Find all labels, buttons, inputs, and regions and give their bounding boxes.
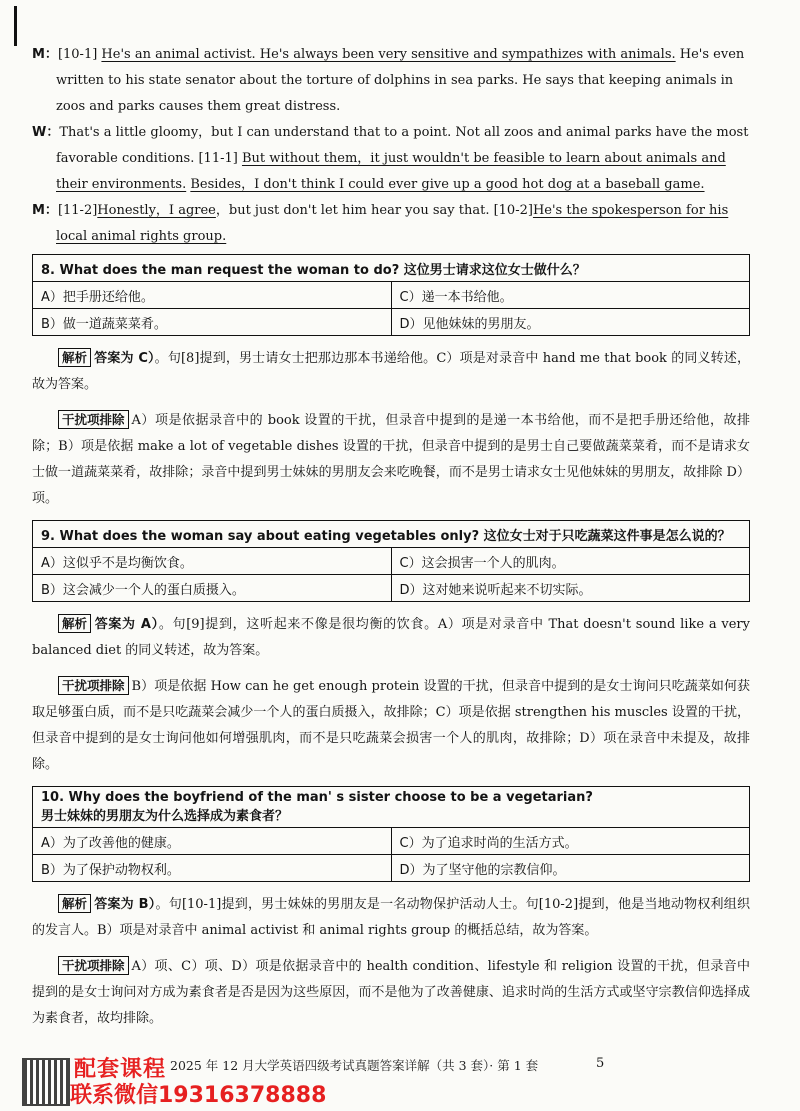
page-number: 5: [596, 1056, 605, 1071]
answer-option: A）这似乎不是均衡饮食。: [33, 548, 392, 575]
underlined-evidence: He's an animal activist. He's always been very sensitive and sympathizes with animals.: [101, 47, 676, 62]
answer-option: B）为了保护动物权利。: [33, 855, 392, 882]
answer-option: B）这会减少一个人的蛋白质摄入。: [33, 575, 392, 602]
watermark-line-2: 联系微信19316378888: [70, 1083, 327, 1108]
answer-label: 答案为 C）: [94, 351, 155, 366]
dialogue-text: [11-2]: [57, 203, 98, 218]
question-stem-translation: 男士妹妹的男朋友为什么选择成为素食者？: [41, 809, 289, 824]
watermark-line-1: 配套课程: [74, 1057, 167, 1082]
analysis-paragraph: [32, 612, 750, 664]
question-stem: [33, 787, 750, 828]
question-stem-line: 10. Why does the boyfriend of the man' s sister choose to be a vegetarian?: [41, 790, 593, 805]
answer-option: B）做一道蔬菜菜肴。: [33, 309, 392, 336]
question-table: [32, 786, 750, 882]
distractor-paragraph: [32, 674, 750, 778]
question-stem-line: 9. What does the woman say about eating vegetables only? 这位女士对于只吃蔬菜这件事是怎么说的？: [41, 528, 731, 544]
analysis-tag: 解析: [58, 614, 91, 633]
question-table: [32, 254, 750, 336]
speaker-label: M：: [32, 47, 58, 62]
page-content: [32, 42, 750, 1040]
answer-option: C）这会损害一个人的肌肉。: [391, 548, 750, 575]
qr-code-icon: [22, 1058, 70, 1106]
distractor-tag: 干扰项排除: [58, 676, 129, 695]
questions-section: [32, 254, 750, 1032]
speaker-label: W：: [32, 125, 60, 140]
distractor-paragraph: [32, 408, 750, 512]
answer-option: D）见他妹妹的男朋友。: [391, 309, 750, 336]
dialogue-line: [32, 42, 750, 120]
dialogue-text: He's even written to his state senator about the torture of dolphins in sea parks. He says that keeping animals in zoos and parks causes them great distress.: [56, 47, 745, 114]
answer-option: A）把手册还给他。: [33, 282, 392, 309]
answer-option: A）为了改善他的健康。: [33, 828, 392, 855]
distractor-paragraph: [32, 954, 750, 1032]
analysis-text: 。句[9]提到，这听起来不像是很均衡的饮食。A）项是对录音中 That doesn't sound like a very balanced diet 的同义转述，故为答案。: [32, 617, 750, 658]
dialogue-text: That's a little gloomy，but I can understand that to a point. Not all zoos and animal parks have the most favorable conditions. [11-1]: [56, 125, 749, 166]
answer-option: C）为了追求时尚的生活方式。: [391, 828, 750, 855]
analysis-tag: 解析: [58, 348, 91, 367]
footer-title: 2025 年 12 月大学英语四级考试真题答案详解（共 3 套）· 第 1 套: [170, 1058, 539, 1073]
distractor-text: B）项是依据 How can he get enough protein 设置的干扰，但录音中提到的是女士询问只吃蔬菜如何获取足够蛋白质，而不是只吃蔬菜会减少一个人的蛋白质摄入，故排除；C）项是依据 strengthen his muscles 设置的干扰，但录音中提到的是女士询问他如何增强肌肉，而不是只吃蔬菜会损害一个人的肌肉，故排除；D）项在录音中未提及，故排除。: [32, 679, 750, 772]
question-stem-line: 8. What does the man request the woman to do? 这位男士请求这位女士做什么？: [41, 262, 586, 278]
question-stem: [33, 521, 750, 548]
dialogue-line: [32, 198, 750, 250]
dialogue-text: [10-1]: [57, 47, 102, 62]
analysis-paragraph: [32, 346, 750, 398]
answer-option: C）递一本书给他。: [391, 282, 750, 309]
analysis-tag: 解析: [58, 894, 91, 913]
answer-option: D）这对她来说听起来不切实际。: [391, 575, 750, 602]
margin-mark: [14, 6, 17, 46]
underlined-evidence: Honestly，I agree: [97, 203, 216, 218]
underlined-evidence: Besides，I don't think I could ever give up a good hot dog at a baseball game.: [190, 177, 705, 192]
underlined-evidence: He's the spokesperson for his local animal rights group.: [56, 203, 729, 244]
answer-label: 答案为 A）: [94, 617, 159, 632]
analysis-text: 。句[8]提到，男士请女士把那边那本书递给他。C）项是对录音中 hand me that book 的同义转述，故为答案。: [32, 351, 750, 392]
analysis-paragraph: [32, 892, 750, 944]
dialogue-text: ，but just don't let him hear you say that. [10-2]: [215, 203, 533, 218]
answer-label: 答案为 B）: [94, 897, 156, 912]
question-table: [32, 520, 750, 602]
dialogue-section: [32, 42, 750, 250]
distractor-tag: 干扰项排除: [58, 410, 129, 429]
page-footer: [0, 1048, 800, 1108]
distractor-text: A）项是依据录音中的 book 设置的干扰，但录音中提到的是递一本书给他，而不是把手册还给他，故排除；B）项是依据 make a lot of vegetable dishes 设置的干扰，但录音中提到的是男士自己要做蔬菜菜肴，而不是请求女士做一道蔬菜菜肴，故排除；录音中提到男士妹妹的男朋友会来吃晚餐，而不是男士请求女士见他妹妹的男朋友，故排除 D）项。: [32, 413, 750, 506]
distractor-tag: 干扰项排除: [58, 956, 129, 975]
analysis-text: 。句[10-1]提到，男士妹妹的男朋友是一名动物保护活动人士。句[10-2]提到，他是当地动物权利组织的发言人。B）项是对录音中 animal activist 和 animal rights group 的概括总结，故为答案。: [32, 897, 751, 938]
speaker-label: M：: [32, 203, 58, 218]
question-stem: [33, 255, 750, 282]
dialogue-line: [32, 120, 750, 198]
distractor-text: A）项、C）项、D）项是依据录音中的 health condition、lifestyle 和 religion 设置的干扰，但录音中提到的是女士询问对方成为素食者是否是因为这些原因，而不是他为了改善健康、追求时尚的生活方式或坚守宗教信仰选择成为素食者，故均排除。: [32, 959, 750, 1026]
answer-option: D）为了坚守他的宗教信仰。: [391, 855, 750, 882]
underlined-evidence: But without them，it just wouldn't be feasible to learn about animals and their environments.: [56, 151, 726, 192]
